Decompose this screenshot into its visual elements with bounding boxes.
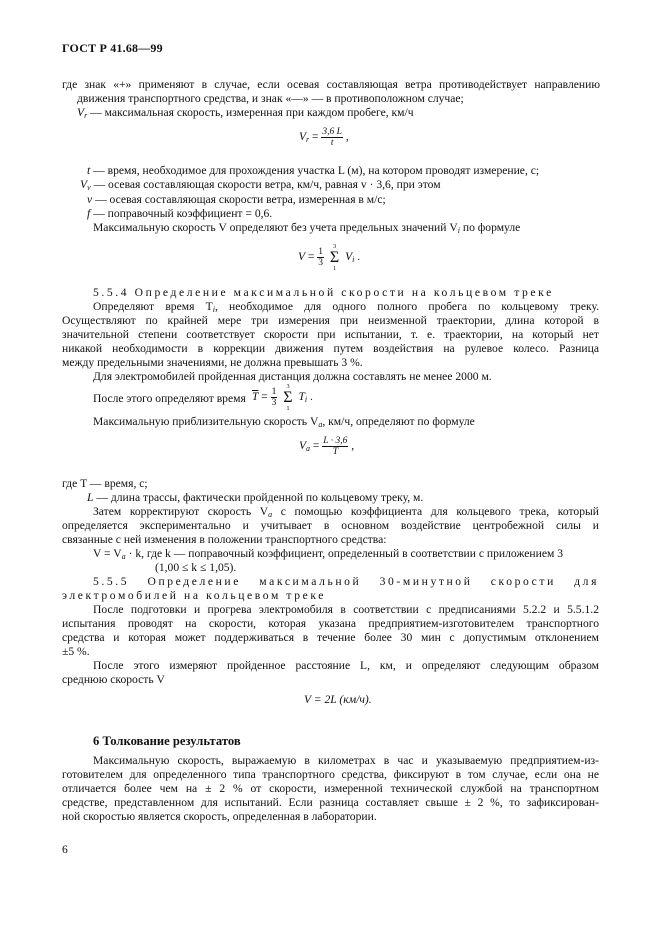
section-heading-6: 6 Толкование результатов xyxy=(93,734,241,748)
fraction-numerator: 3,6 L xyxy=(322,127,342,137)
formula-t: $\overline{T}$ = $\frac{1}{3}$ 3 Σ 1 $T_i$ . xyxy=(252,383,313,412)
page-number: 6 xyxy=(62,844,68,856)
text-line: $V = V_a \cdot k$, где k — поправочный коэффициент, определенный в соответствии с приложением 3 xyxy=(93,547,563,561)
section-title-5-5-4: 5.5.4 Определение максимальной скорости на кольцевом треке xyxy=(93,286,554,299)
fraction-denominator: t xyxy=(330,138,334,148)
definition-vv: $V_v$ — осевая составляющая скорости ветра, км/ч, равная v · 3,6, при этом xyxy=(80,178,441,192)
text-line: между предельными значениями, не должна превышать 3 %. xyxy=(62,356,363,369)
section-title-5-5-5-cont: электромобилей на кольцевом треке xyxy=(62,589,327,602)
formula-lhs: V xyxy=(298,251,306,264)
text-line: Максимальную приблизительную скорость $V_a$, км/ч, определяют по формуле xyxy=(93,415,475,429)
formula-term: V xyxy=(345,251,353,264)
formula-lhs: V xyxy=(299,131,307,144)
formula-vr: $V_r$ = $\frac{3,6 L}{t}$ , xyxy=(299,127,349,148)
fraction-numerator: L · 3,6 xyxy=(323,436,348,446)
definition-text: — осевая составляющая скорости ветра, измеренная в м/с; xyxy=(95,193,386,206)
fraction-denominator: 3 xyxy=(318,258,324,268)
fraction xyxy=(322,436,348,457)
definition-t: t — время, необходимое для прохождения участка L (м), на котором проводят измерение, с; xyxy=(87,164,540,177)
text-line: После подготовки и прогрева электромобиля в соответствии с предписаниями 5.2.2 и 5.5.1.2 xyxy=(93,603,599,616)
fraction-denominator: T xyxy=(332,447,338,457)
formula-term: T xyxy=(298,391,305,404)
text-line: Максимальную скорость V определяют без учета предельных значений $V_i$ по формуле xyxy=(93,221,521,235)
text-line: Затем корректируют скорость $V_a$ с помощью коэффициента для кольцевого трека, который xyxy=(93,505,599,519)
definition-text: — максимальная скорость, измеренная при каждом пробеге, км/ч xyxy=(90,106,414,119)
fraction xyxy=(321,127,343,148)
formula-v-2l: V = 2L (км/ч). xyxy=(304,693,372,706)
text-line: испытания проводят на скорости, которая указана предприятием-изготовителем транспортного xyxy=(62,617,599,630)
text-line: ±5 %. xyxy=(62,645,90,658)
definition-v: v — осевая составляющая скорости ветра, измеренная в м/с; xyxy=(87,193,386,206)
definition-L: L — длина трассы, фактически пройденной по кольцевому треку, м. xyxy=(87,491,424,504)
text-line: ной скоростью является скорость, определенная в лаборатории. xyxy=(62,810,377,823)
text-line: Максимальную скорость, выражаемую в километрах в час и указываемую предприятием-из- xyxy=(93,754,599,767)
text-line: никакой необходимости в коррекции движения путем воздействия на рулевое колесо. Разница xyxy=(62,342,599,355)
text-line: движения транспортного средства, и знак «—» — в противоположном случае; xyxy=(77,92,464,105)
text-line: После этого измеряют пройденное расстояние L, км, и определяют следующим образом xyxy=(93,659,599,672)
definition-f: f — поправочный коэффициент = 0,6. xyxy=(87,207,273,220)
sum-sign: 3 Σ 1 xyxy=(283,383,293,412)
definition-tbar: где T — время, с; xyxy=(62,477,148,490)
text-line: средстве, представленном для испытаний. Если разница составляет свыше ± 2 %, то зафиксирован- xyxy=(62,796,599,809)
text-line: После этого определяют время xyxy=(93,392,246,405)
text-line: Для электромобилей пройденная дистанция должна составлять не менее 2000 м. xyxy=(93,370,492,383)
text-line: (1,00 ≤ k ≤ 1,05). xyxy=(155,561,237,574)
fraction xyxy=(317,247,324,268)
text-line: отличается более чем на ± 2 % от скорости, измеренной технической службой на транспортном xyxy=(62,782,599,795)
text-line: определяется экспериментально и учитывает в основном воздействие центробежной силы и xyxy=(62,519,599,532)
text-line: связанные с ней изменения в положении транспортного средства: xyxy=(62,533,387,546)
fraction-numerator: 1 xyxy=(271,387,277,397)
text-line: готовителем для определенного типа транспортного средства, фиксируют в том случае, если она не xyxy=(62,768,599,781)
text-line: Определяют время $T_i$, необходимое для одного полного пробега по кольцевому треку. xyxy=(93,300,599,314)
text-line: средства и которая может поддерживаться в течение более 30 мин с допустимым отклонением xyxy=(62,631,599,644)
text-line: где знак «+» применяют в случае, если осевая составляющая ветра противодействует направлению xyxy=(62,78,600,91)
definition-vr: $V_r$ — максимальная скорость, измеренная при каждом пробеге, км/ч xyxy=(77,106,414,120)
text-line: среднюю скорость V xyxy=(62,673,165,686)
formula-lhs: $\overline{T}$ xyxy=(252,391,259,404)
formula-va: $V_a$ = $\frac{L \cdot 3,6}{T}$ , xyxy=(299,436,355,457)
formula-tail: , xyxy=(345,131,349,144)
fraction xyxy=(271,387,278,408)
fraction-denominator: 3 xyxy=(271,398,277,408)
fraction-numerator: 1 xyxy=(318,247,324,257)
text-line: значительной степени соответствует скорости при испытании, т. е. траектории, на который нет xyxy=(62,328,599,341)
sum-sign: 3 Σ 1 xyxy=(329,243,340,272)
definition-text: — осевая составляющая скорости ветра, км/ч, равная v · 3,6, при этом xyxy=(93,178,441,191)
formula-lhs: V xyxy=(299,440,307,453)
formula-lhs-sub: r xyxy=(306,135,310,145)
definition-text: — время, необходимое для прохождения участка L (м), на котором проводят измерение, с; xyxy=(93,164,540,177)
document-header: ГОСТ Р 41.68—99 xyxy=(62,41,163,55)
text-line: Осуществляют по крайней мере три измерения при неизменной траектории, длина которой в xyxy=(62,314,599,327)
section-title-5-5-5: 5.5.5 Определение максимальной 30-минутной скорости для xyxy=(93,575,599,588)
formula-v: V = $\frac{1}{3}$ 3 Σ 1 $V_i$ . xyxy=(298,243,361,272)
definition-text: — поправочный коэффициент = 0,6. xyxy=(93,207,273,220)
